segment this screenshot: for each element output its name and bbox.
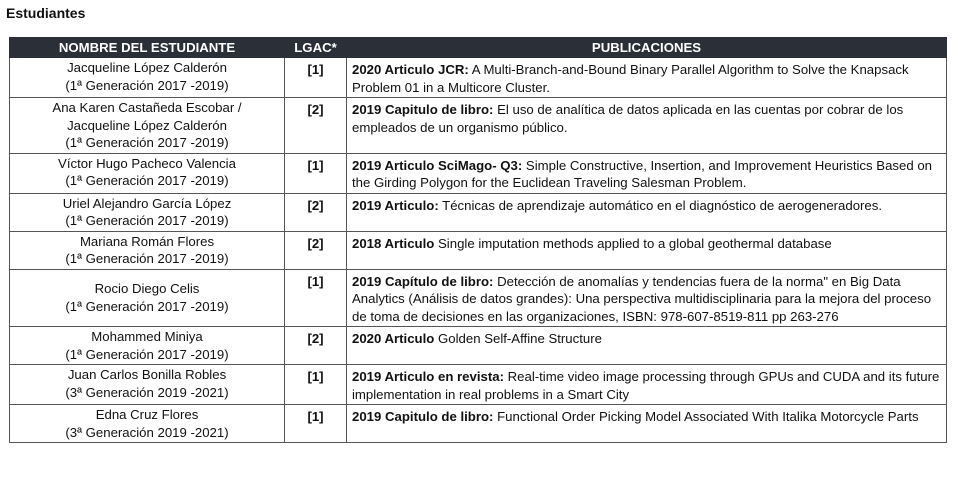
table-row bbox=[10, 365, 947, 405]
student-name-cell bbox=[10, 193, 285, 231]
student-name: Ana Karen Castañeda Escobar / bbox=[52, 100, 242, 115]
table-header-row bbox=[10, 38, 947, 58]
lgac-cell: [2] bbox=[285, 98, 347, 154]
student-name-cell bbox=[10, 153, 285, 193]
student-name-cell bbox=[10, 231, 285, 269]
student-generation: (3ª Generación 2019 -2021) bbox=[65, 384, 229, 400]
publication-title: Técnicas de aprendizaje automático en el diagnóstico de aerogeneradores. bbox=[438, 197, 883, 213]
publication-title: A Multi-Branch-and-Bound Binary Parallel Algorithm to Solve the Knapsack Problem 01 in a Multicore Cluster. bbox=[352, 62, 909, 95]
publication-label: 2019 Capítulo de libro: bbox=[352, 273, 494, 289]
student-name-cell bbox=[10, 98, 285, 154]
publication-label: 2019 Capitulo de libro: bbox=[352, 102, 494, 117]
student-name: Edna Cruz Flores bbox=[95, 407, 199, 422]
publication-cell bbox=[347, 193, 947, 231]
table-row bbox=[10, 193, 947, 231]
publication-cell bbox=[347, 405, 947, 443]
table-row bbox=[10, 231, 947, 269]
student-generation: (1ª Generación 2017 -2019) bbox=[65, 213, 229, 228]
publication-title: Detección de anomalías y tendencias fuera de la norma" en Big Data Analytics (Análisis de datos grandes): Una perspectiva multidisciplinaria para la mejora del proceso de toma de decisiones en las organizaciones, ISBN: 978-607-8519-811 pp 263-276 bbox=[352, 273, 932, 324]
student-name: Jacqueline López Calderón bbox=[67, 60, 227, 75]
publication-title: Real-time video image processing through GPUs and CUDA and its future implementation in real problems in a Smart City bbox=[352, 369, 940, 402]
table-body bbox=[10, 58, 947, 443]
lgac-cell: [1] bbox=[285, 269, 347, 327]
publication-label: 2019 Articulo en revista: bbox=[352, 369, 504, 384]
student-name: Juan Carlos Bonilla Robles bbox=[67, 367, 227, 382]
student-name: Mariana Román Flores bbox=[79, 233, 215, 249]
lgac-cell: [1] bbox=[285, 153, 347, 193]
student-name: Uriel Alejandro García López bbox=[62, 195, 232, 211]
student-generation: (3ª Generación 2019 -2021) bbox=[65, 424, 229, 440]
student-generation: (1ª Generación 2017 -2019) bbox=[65, 135, 229, 150]
lgac-cell: [1] bbox=[285, 405, 347, 443]
publication-label: 2018 Articulo bbox=[352, 235, 435, 251]
student-name: Mohammed Miniya bbox=[91, 329, 203, 344]
publication-title: Single imputation methods applied to a global geothermal database bbox=[434, 235, 832, 251]
publication-label: 2020 Articulo bbox=[352, 331, 435, 346]
column-header-lgac: LGAC* bbox=[285, 38, 347, 58]
publication-title: Golden Self-Affine Structure bbox=[434, 331, 602, 346]
table-row bbox=[10, 98, 947, 154]
publication-title: Simple Constructive, Insertion, and Improvement Heuristics Based on the Girding Polygon for the Euclidean Traveling Salesman Problem. bbox=[352, 157, 932, 190]
section-heading: Estudiantes bbox=[6, 5, 86, 21]
publication-label: 2019 Articulo SciMago- Q3: bbox=[352, 157, 523, 173]
table-row bbox=[10, 269, 947, 327]
student-name: Víctor Hugo Pacheco Valencia bbox=[58, 155, 236, 171]
lgac-cell: [2] bbox=[285, 327, 347, 365]
publication-cell bbox=[347, 153, 947, 193]
publication-title: Functional Order Picking Model Associated With Italika Motorcycle Parts bbox=[493, 409, 919, 424]
lgac-cell: [2] bbox=[285, 193, 347, 231]
table-row bbox=[10, 405, 947, 443]
student-generation: (1ª Generación 2017 -2019) bbox=[65, 77, 229, 93]
student-name-cell bbox=[10, 327, 285, 365]
column-header-publications: PUBLICACIONES bbox=[347, 38, 947, 58]
lgac-cell: [2] bbox=[285, 231, 347, 269]
lgac-cell: [1] bbox=[285, 58, 347, 98]
students-table bbox=[9, 37, 947, 443]
publication-label: 2019 Capitulo de libro: bbox=[352, 409, 494, 424]
table-row bbox=[10, 58, 947, 98]
student-name: Rocio Diego Celis bbox=[94, 281, 200, 297]
publication-title: El uso de analítica de datos aplicada en las cuentas por cobrar de los empleados de un organismo público. bbox=[352, 102, 904, 135]
column-header-name: NOMBRE DEL ESTUDIANTE bbox=[10, 38, 285, 58]
table-row bbox=[10, 153, 947, 193]
student-name-cell bbox=[10, 405, 285, 443]
lgac-cell: [1] bbox=[285, 365, 347, 405]
publication-cell bbox=[347, 327, 947, 365]
publication-cell bbox=[347, 365, 947, 405]
student-name-cell bbox=[10, 365, 285, 405]
table-row bbox=[10, 327, 947, 365]
student-name: Jacqueline López Calderón bbox=[67, 117, 227, 133]
student-generation: (1ª Generación 2017 -2019) bbox=[65, 173, 229, 188]
student-name-cell bbox=[10, 58, 285, 98]
student-generation: (1ª Generación 2017 -2019) bbox=[65, 346, 229, 362]
student-generation: (1ª Generación 2017 -2019) bbox=[65, 298, 229, 314]
publication-cell bbox=[347, 231, 947, 269]
student-name-cell bbox=[10, 269, 285, 327]
publication-label: 2019 Articulo: bbox=[352, 197, 439, 213]
publication-cell bbox=[347, 269, 947, 327]
publication-cell bbox=[347, 98, 947, 154]
publication-cell bbox=[347, 58, 947, 98]
publication-label: 2020 Articulo JCR: bbox=[352, 62, 469, 77]
student-generation: (1ª Generación 2017 -2019) bbox=[65, 251, 229, 266]
